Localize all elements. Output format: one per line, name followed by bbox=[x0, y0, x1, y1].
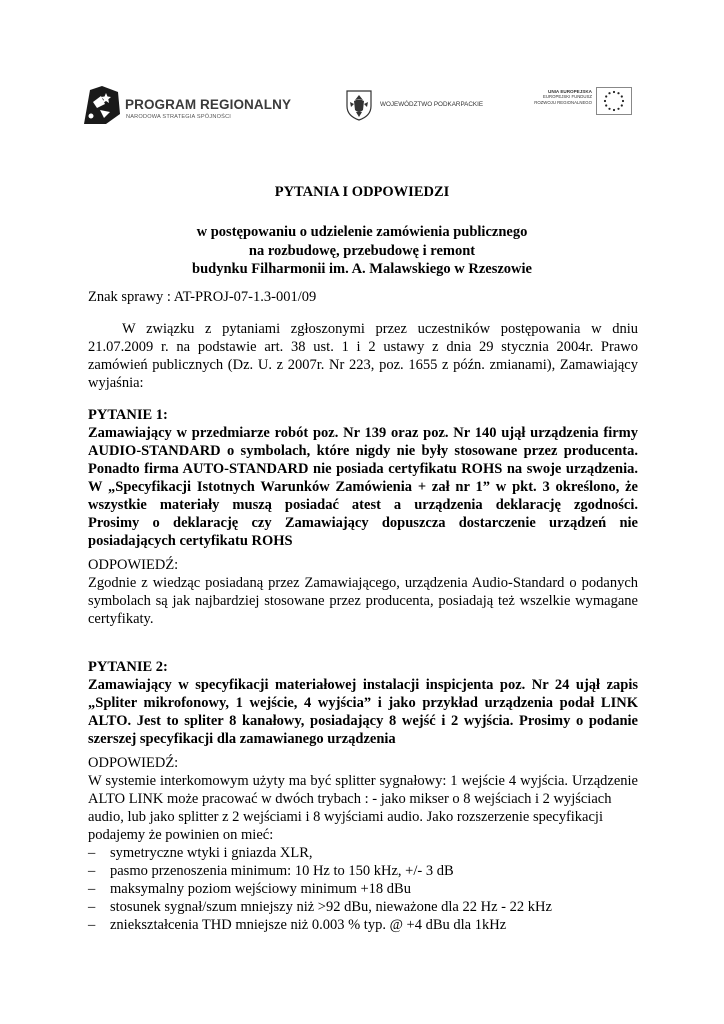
eu-line: EUROPEJSKI FUNDUSZ bbox=[543, 94, 592, 100]
spec-item-text: maksymalny poziom wejściowy minimum +18 dBu bbox=[110, 881, 411, 897]
intro-paragraph bbox=[88, 320, 638, 392]
subtitle-line: w postępowaniu o udzielenie zamówienia publicznego bbox=[196, 224, 528, 240]
answer-heading: ODPOWIEDŹ: bbox=[88, 557, 179, 573]
answer-line: certyfikaty. bbox=[88, 611, 154, 627]
question-line: AUDIO-STANDARD o symbolach, które nigdy nie były stosowane przez producenta. bbox=[88, 443, 638, 459]
question-line: Zamawiający w specyfikacji materiałowej instalacji inspicjenta poz. Nr 24 ujął zapis bbox=[88, 677, 638, 693]
answer-2 bbox=[88, 754, 638, 934]
bullet-dash: – bbox=[88, 845, 96, 861]
region-logo bbox=[344, 88, 504, 124]
question-line: szerszej specyfikacji dla zamawianego urządzenia bbox=[88, 731, 396, 747]
question-line: posiadających certyfikatu ROHS bbox=[88, 533, 293, 549]
spec-list bbox=[88, 844, 638, 934]
subtitle-line: na rozbudowę, przebudowę i remont bbox=[248, 242, 476, 259]
spec-item bbox=[88, 880, 638, 898]
question-heading: PYTANIE 1: bbox=[88, 407, 168, 423]
intro-line: wyjaśnia: bbox=[88, 375, 144, 391]
eu-stars-icon bbox=[597, 88, 631, 114]
answer-line: ALTO LINK może pracować w dwóch trybach : - jako mikser o 8 wejściach i 2 wyjściach bbox=[88, 791, 612, 807]
spec-item-text: zniekształcenia THD mniejsze niż 0.003 % typ. @ +4 dBu dla 1kHz bbox=[110, 917, 507, 933]
question-line: ALTO. Jest to spliter 8 kanałowy, posiadający 8 wejść i 2 wyjścia. Prosimy o podanie bbox=[88, 713, 638, 729]
document-subtitle bbox=[0, 223, 724, 279]
bullet-dash: – bbox=[88, 881, 96, 897]
answer-line: symbolach są jak najbardziej stosowane przez producenta, posiadają też wszelkie wymagane bbox=[88, 593, 638, 609]
subtitle-line: budynku Filharmonii im. A. Malawskiego w Rzeszowie bbox=[192, 261, 532, 277]
question-heading: PYTANIE 2: bbox=[88, 659, 168, 675]
program-subtitle: NARODOWA STRATEGIA SPÓJNOŚCI bbox=[126, 114, 232, 120]
spec-item bbox=[88, 862, 638, 880]
intro-line: 21.07.2009 r. na podstawie art. 38 ust. 1 i 2 ustawy z dnia 29 stycznia 2004r. Prawo bbox=[88, 339, 638, 355]
spec-item bbox=[88, 898, 638, 916]
spec-item-text: stosunek sygnał/szum mniejszy niż >92 dBu, nieważone dla 22 Hz - 22 kHz bbox=[110, 899, 552, 915]
eu-logo bbox=[520, 87, 632, 121]
answer-heading: ODPOWIEDŹ: bbox=[88, 755, 179, 771]
spec-item bbox=[88, 844, 638, 862]
question-line: Prosimy o deklarację czy Zamawiający dopuszcza dostarczenie urządzeń nie bbox=[88, 515, 638, 531]
answer-1 bbox=[88, 556, 638, 628]
question-line: „Spliter mikrofonowy, 1 wejście, 4 wyjścia” i jako przykład urządzenia podał LINK bbox=[88, 695, 638, 711]
eu-text bbox=[534, 89, 592, 105]
question-line: Zamawiający w przedmiarze robót poz. Nr 139 oraz poz. Nr 140 ujął urządzenia firmy bbox=[88, 425, 638, 441]
question-line: W „Specyfikacji Istotnych Warunków Zamówienia + zał nr 1” w pkt. 3 określono, że bbox=[88, 479, 638, 495]
question-2 bbox=[88, 658, 638, 748]
program-regionalny-logo bbox=[80, 84, 290, 126]
spec-item-text: pasmo przenoszenia minimum: 10 Hz to 150 kHz, +/- 3 dB bbox=[110, 863, 454, 879]
spec-item bbox=[88, 916, 638, 934]
bullet-dash: – bbox=[88, 899, 96, 915]
eu-line: UNIA EUROPEJSKA bbox=[548, 89, 592, 94]
region-name: WOJEWÓDZTWO PODKARPACKIE bbox=[380, 101, 484, 108]
program-regionalny-emblem-icon bbox=[80, 84, 122, 126]
spec-item-text: symetryczne wtyki i gniazda XLR, bbox=[110, 845, 313, 861]
intro-line: zamówień publicznych (Dz. U. z 2007r. Nr 223, poz. 1655 z późn. zmianami), Zamawiający bbox=[88, 357, 638, 373]
answer-line: W systemie interkomowym użyty ma być splitter sygnałowy: 1 wejście 4 wyjścia. Urządzenie bbox=[88, 773, 638, 789]
case-number: Znak sprawy : AT-PROJ-07-1.3-001/09 bbox=[88, 289, 317, 305]
question-line: Ponadto firma AUTO-STANDARD nie posiada certyfikatu ROHS na swoje urządzenia. bbox=[88, 461, 638, 477]
program-title: PROGRAM REGIONALNY bbox=[125, 97, 292, 112]
region-coat-of-arms-icon bbox=[344, 88, 374, 122]
answer-line: Zgodnie z wiedząc posiadaną przez Zamawiającego, urządzenia Audio-Standard o podanych bbox=[88, 575, 638, 591]
intro-line: W związku z pytaniami zgłoszonymi przez uczestników postępowania w dniu bbox=[122, 321, 638, 337]
document-title: PYTANIA I ODPOWIEDZI bbox=[274, 184, 450, 200]
question-1 bbox=[88, 406, 638, 550]
eu-line: ROZWOJU REGIONALNEGO bbox=[534, 99, 592, 105]
answer-line: podajemy że powinien on mieć: bbox=[88, 827, 274, 843]
question-line: wszystkie materiały muszą posiadać atest a urządzenia deklarację zgodności. bbox=[88, 497, 638, 513]
eu-flag-icon bbox=[596, 87, 632, 115]
bullet-dash: – bbox=[88, 917, 96, 933]
bullet-dash: – bbox=[88, 863, 96, 879]
answer-line: audio, lub jako splitter z 2 wejściami i 8 wyjściami audio. Jako rozszerzenie specyfikacji bbox=[88, 809, 603, 825]
